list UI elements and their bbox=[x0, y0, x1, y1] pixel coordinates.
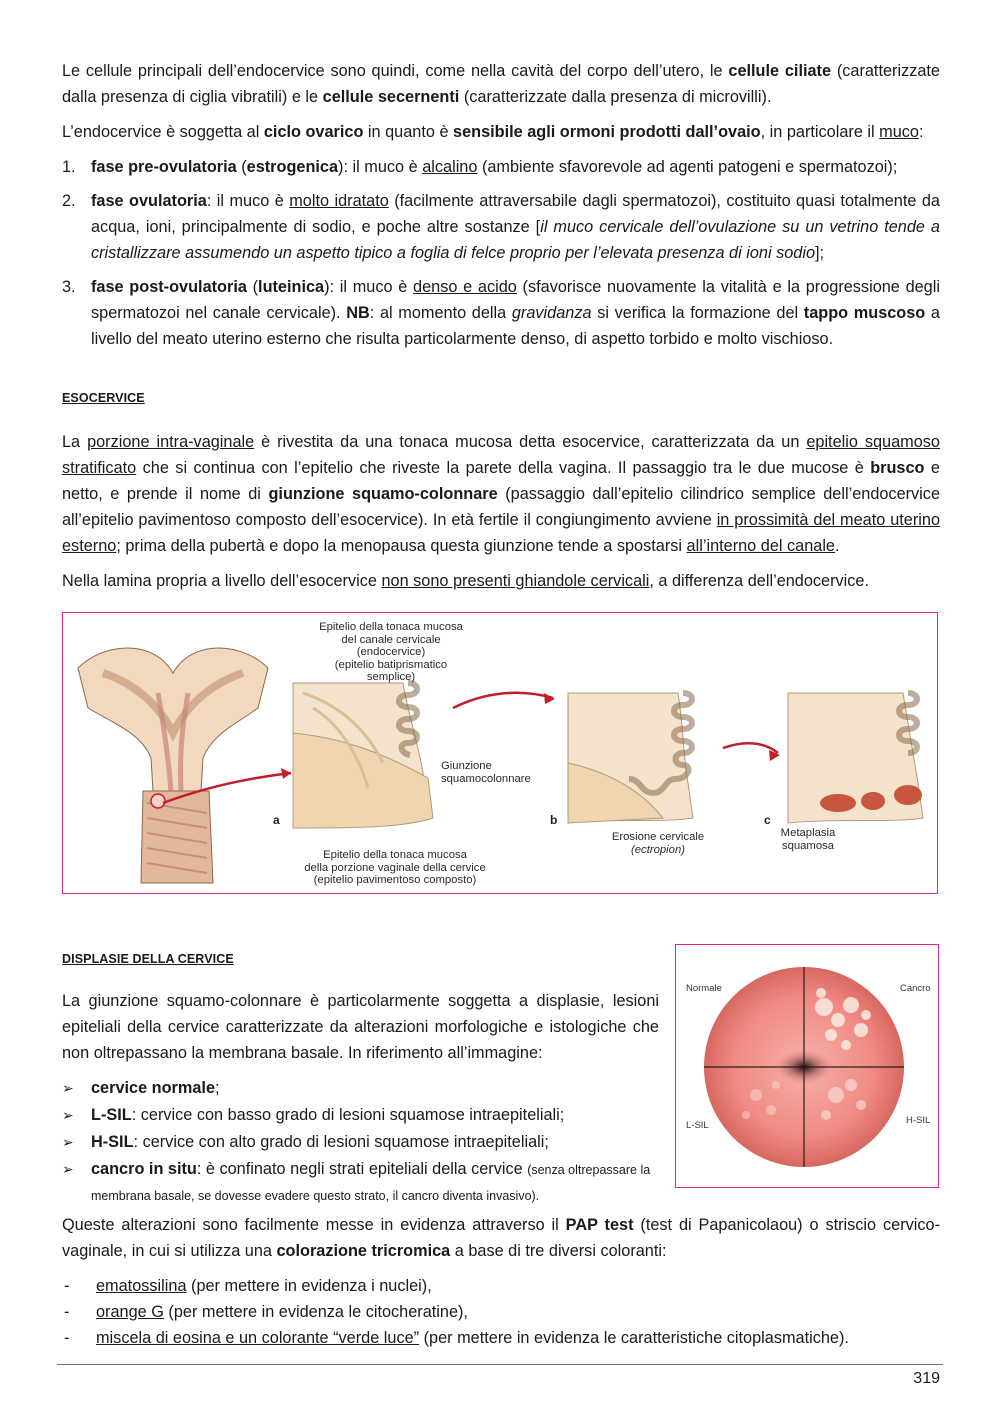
term: fase ovulatoria bbox=[91, 192, 207, 210]
term: L-SIL bbox=[91, 1106, 132, 1124]
dysplasia-section bbox=[62, 946, 659, 1209]
text: a base di tre diversi coloranti: bbox=[450, 1242, 667, 1260]
term: in prossimità del meato uterino esterno bbox=[62, 511, 940, 555]
text: (facilmente attraversabile dagli spermatozoi), costituito quasi totalmente da acqua, ioni, principalmente di sodio, e poche altre sostanze [ bbox=[91, 192, 940, 236]
label-line: Epitelio della tonaca mucosa bbox=[319, 621, 463, 633]
list-number: 2. bbox=[62, 192, 76, 210]
footer-rule bbox=[57, 1364, 943, 1365]
list-item bbox=[62, 1273, 940, 1299]
cervix-quadrant-illustration bbox=[676, 945, 937, 1186]
list-number: 3. bbox=[62, 278, 76, 296]
label-line: (ectropion) bbox=[631, 843, 685, 856]
section-heading-esocervice: ESOCERVICE bbox=[62, 391, 145, 405]
arrow-bullet-icon: ➢ bbox=[62, 1080, 74, 1096]
dash-bullet: - bbox=[64, 1329, 70, 1347]
term: fase post-ovulatoria bbox=[91, 278, 247, 296]
term: molto idratato bbox=[289, 192, 389, 210]
cervix-epithelium-figure bbox=[62, 612, 938, 894]
pap-paragraph bbox=[62, 1212, 940, 1264]
dash-bullet: - bbox=[64, 1277, 70, 1295]
list-item bbox=[62, 154, 940, 180]
text: Le cellule principali dell’endocervice sono quindi, come nella cavità del corpo dell’utero, le bbox=[62, 62, 729, 80]
dysplasia-list bbox=[62, 1075, 659, 1208]
text: : cervice con alto grado di lesioni squamose intraepiteliali; bbox=[133, 1133, 549, 1151]
text: si verifica la formazione del bbox=[591, 304, 804, 322]
panel-letter-c: c bbox=[764, 813, 771, 827]
arrow-bullet-icon: ➢ bbox=[62, 1161, 74, 1177]
text: (sfavorisce nuovamente la vitalità e la progressione degli spermatozoi nel canale cervicale). bbox=[91, 278, 940, 322]
label-squamocolumnar-junction bbox=[441, 760, 541, 785]
list-item bbox=[62, 1325, 940, 1351]
text: ]; bbox=[815, 244, 825, 262]
list-item bbox=[62, 1102, 659, 1128]
term: brusco bbox=[870, 459, 925, 477]
stain-list bbox=[62, 1273, 940, 1351]
progression-arrow bbox=[453, 693, 553, 708]
text: gravidanza bbox=[511, 304, 592, 322]
term: non sono presenti ghiandole cervicali bbox=[381, 572, 650, 590]
panel-a-drawing bbox=[293, 683, 433, 828]
arrow-bullet-icon: ➢ bbox=[62, 1107, 74, 1123]
term-cellule-secernenti: cellule secernenti bbox=[322, 88, 460, 106]
label-squamous-metaplasia bbox=[768, 827, 848, 852]
label-lsil: L-SIL bbox=[686, 1120, 709, 1131]
label-hsil: H-SIL bbox=[906, 1115, 931, 1126]
cervix-quadrant-figure bbox=[675, 944, 939, 1188]
label-line: squamosa bbox=[781, 839, 835, 852]
text: è rivestita da una tonaca mucosa detta esocervice, caratterizzata da un bbox=[254, 433, 807, 451]
panel-b-drawing bbox=[568, 693, 693, 823]
text: : è confinato negli strati epiteliali della cervice bbox=[196, 1160, 528, 1178]
term: estrogenica bbox=[246, 158, 339, 176]
list-item bbox=[62, 1299, 940, 1325]
text: e netto, e prende il nome di bbox=[62, 459, 940, 503]
term: tappo muscoso bbox=[803, 304, 926, 322]
text: ( bbox=[236, 158, 247, 176]
term: PAP test bbox=[565, 1216, 634, 1234]
label-line: Erosione cervicale bbox=[611, 831, 705, 843]
list-item bbox=[62, 274, 940, 352]
text: (caratterizzate dalla presenza di ciglia vibratili) e le bbox=[62, 62, 940, 106]
panel-letter-a: a bbox=[273, 813, 280, 827]
text: (passaggio dall’epitelio cilindrico semplice dell’endocervice all’epitelio pavimentoso composto dell’esocervice). In età fertile il congiungimento avviene bbox=[62, 485, 940, 529]
term: sensibile agli ormoni prodotti dall’ovaio bbox=[453, 123, 761, 141]
text: , in particolare il bbox=[760, 123, 880, 141]
label-line: Giunzione bbox=[441, 760, 492, 772]
text: ): il muco è bbox=[338, 158, 423, 176]
text: ; bbox=[215, 1079, 220, 1097]
pap-test-section bbox=[62, 1212, 940, 1351]
term: alcalino bbox=[422, 158, 478, 176]
list-item bbox=[62, 188, 940, 266]
note: (senza oltrepassare la membrana basale, se dovesse evadere questo strato, il cancro diventa invasivo). bbox=[91, 1163, 651, 1203]
text: ; prima della pubertà e dopo la menopausa questa giunzione tende a spostarsi bbox=[116, 537, 687, 555]
panel-letter-b: b bbox=[550, 813, 558, 827]
label-cervical-erosion bbox=[603, 831, 713, 856]
term: ematossilina bbox=[96, 1277, 187, 1295]
intro-paragraph-1 bbox=[62, 58, 940, 110]
term: miscela di eosina e un colorante “verde luce” bbox=[96, 1329, 420, 1347]
text: Queste alterazioni sono facilmente messe in evidenza attraverso il bbox=[62, 1216, 566, 1234]
text: in quanto è bbox=[363, 123, 454, 141]
note: il muco cervicale dell’ovulazione su un vetrino tende a cristallizzare assumendo un aspetto tipico a foglia di felce proprio per l’elevata presenza di ioni sodio bbox=[91, 218, 940, 262]
text: (per mettere in evidenza le citocheratine), bbox=[163, 1303, 468, 1321]
text: (test di Papanicolaou) o striscio cervico-vaginale, in cui si utilizza una bbox=[62, 1216, 940, 1260]
text: (caratterizzate dalla presenza di microvilli). bbox=[459, 88, 772, 106]
dash-bullet: - bbox=[64, 1303, 70, 1321]
text: ): il muco è bbox=[324, 278, 414, 296]
text: che si continua con l’epitelio che riveste la parete della vagina. Il passaggio tra le due mucose è bbox=[136, 459, 871, 477]
text: ( bbox=[246, 278, 259, 296]
text: La bbox=[62, 433, 88, 451]
list-item bbox=[62, 1129, 659, 1155]
label-endocervix-epithelium bbox=[311, 621, 471, 684]
panel-c-drawing bbox=[788, 693, 923, 823]
term: fase pre-ovulatoria bbox=[91, 158, 237, 176]
term: cancro in situ bbox=[91, 1160, 197, 1178]
term: orange G bbox=[96, 1303, 164, 1321]
term: cervice normale bbox=[91, 1079, 215, 1097]
label-line: (epitelio pavimentoso composto) bbox=[313, 874, 477, 886]
arrow-bullet-icon: ➢ bbox=[62, 1134, 74, 1150]
label-cancro: Cancro bbox=[900, 983, 931, 994]
term: colorazione tricromica bbox=[276, 1242, 451, 1260]
esocervice-paragraph-1 bbox=[62, 429, 940, 559]
label-line: squamocolonnare bbox=[441, 772, 531, 785]
label-line: della porzione vaginale della cervice bbox=[304, 861, 486, 874]
term: porzione intra-vaginale bbox=[87, 433, 255, 451]
label-line: Epitelio della tonaca mucosa bbox=[323, 849, 467, 861]
list-item bbox=[62, 1075, 659, 1101]
term: NB bbox=[346, 304, 370, 322]
uterus-drawing bbox=[78, 648, 268, 883]
label-line: del canale cervicale (endocervice) bbox=[341, 633, 441, 658]
text: a livello del meato uterino esterno che risulta particolarmente denso, di aspetto torbido e molto vischioso. bbox=[91, 304, 940, 348]
text: , a differenza dell’endocervice. bbox=[649, 572, 870, 590]
text: Nella lamina propria a livello dell’esocervice bbox=[62, 572, 382, 590]
term: epitelio squamoso stratificato bbox=[62, 433, 940, 477]
label-line: Metaplasia bbox=[780, 827, 836, 839]
text: . bbox=[835, 537, 840, 555]
term-cellule-ciliate: cellule ciliate bbox=[728, 62, 832, 80]
dysplasia-paragraph: La giunzione squamo-colonnare è particolarmente soggetta a displasie, lesioni epiteliali della cervice caratterizzate da alterazioni morfologiche e istologiche che non oltrepassano la membrana basale. In riferimento all’immagine: bbox=[62, 992, 659, 1062]
esocervice-paragraph-2 bbox=[62, 568, 940, 594]
term: giunzione squamo-colonnare bbox=[268, 485, 498, 503]
intro-paragraph-2 bbox=[62, 119, 940, 145]
page-number: 319 bbox=[913, 1370, 940, 1387]
label-normale: Normale bbox=[686, 983, 722, 994]
text: : bbox=[918, 123, 924, 141]
text: : il muco è bbox=[206, 192, 290, 210]
text: (per mettere in evidenza i nuclei), bbox=[186, 1277, 432, 1295]
text: L’endocervice è soggetta al bbox=[62, 123, 264, 141]
term: all’interno del canale bbox=[686, 537, 835, 555]
phase-list bbox=[62, 154, 940, 352]
section-heading-displasie: DISPLASIE DELLA CERVICE bbox=[62, 952, 234, 966]
term: denso e acido bbox=[413, 278, 517, 296]
term: luteinica bbox=[258, 278, 325, 296]
list-number: 1. bbox=[62, 158, 76, 176]
text: (per mettere in evidenza le caratteristiche citoplasmatiche). bbox=[419, 1329, 849, 1347]
main-text bbox=[62, 58, 940, 603]
label-line: (epitelio batiprismatico semplice) bbox=[334, 658, 448, 683]
term: H-SIL bbox=[91, 1133, 134, 1151]
text: : cervice con basso grado di lesioni squamose intraepiteliali; bbox=[131, 1106, 565, 1124]
term-muco: muco bbox=[879, 123, 919, 141]
text: (ambiente sfavorevole ad agenti patogeni e spermatozoi); bbox=[477, 158, 898, 176]
text: : al momento della bbox=[369, 304, 512, 322]
label-exocervix-epithelium bbox=[285, 849, 505, 887]
term: ciclo ovarico bbox=[263, 123, 364, 141]
list-item bbox=[62, 1156, 659, 1208]
